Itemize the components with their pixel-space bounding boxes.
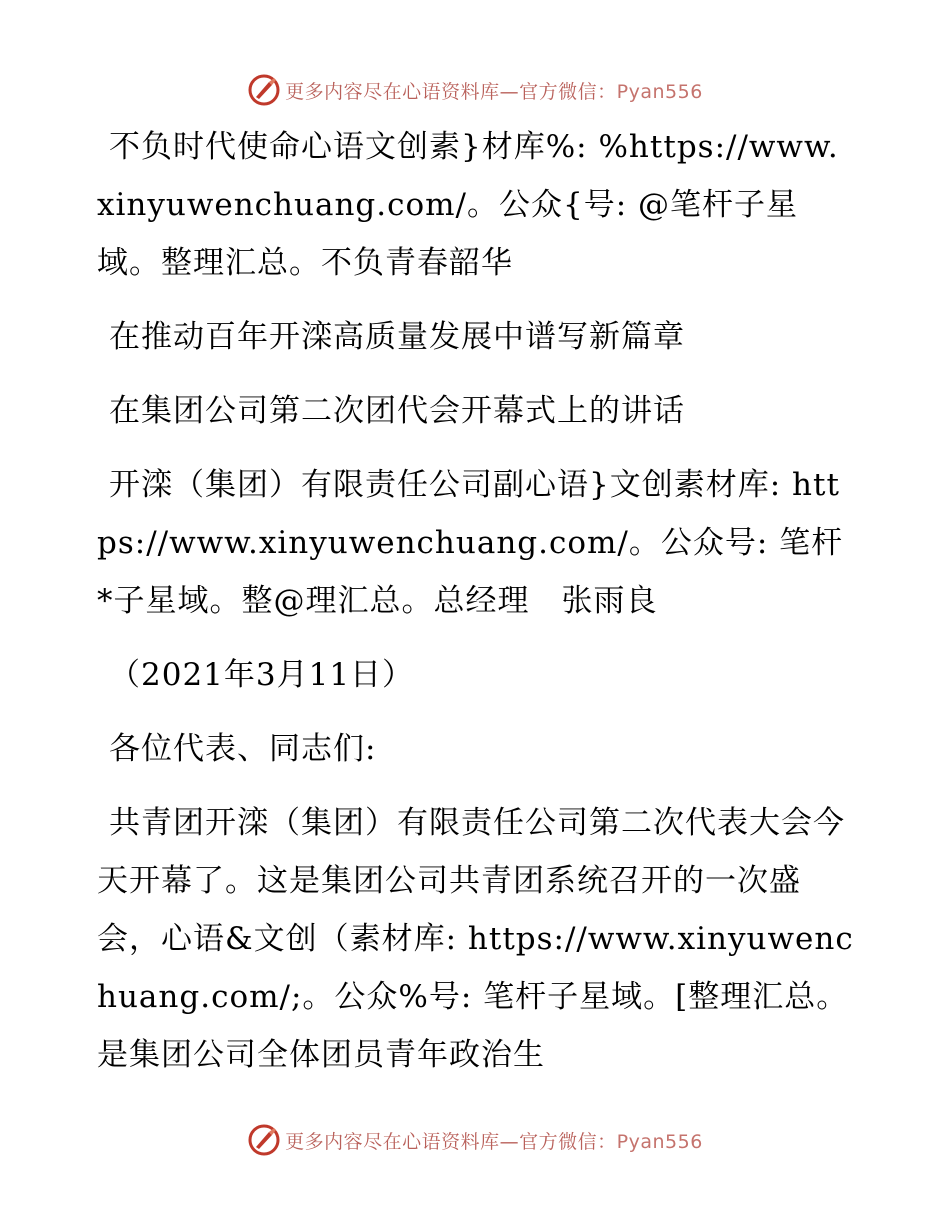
quill-logo-icon bbox=[247, 73, 281, 107]
footer-banner bbox=[0, 1120, 950, 1160]
body-paragraph: 共青团开滦（集团）有限责任公司第二次代表大会今天开幕了。这是集团公司共青团系统召开的一次盛会，心语&文创（素材库: https://www.xinyuwenchuang.com/;。公众%号: 笔杆子星域。[整理汇总。是集团公司全体团员青年政治生 bbox=[97, 805, 854, 1073]
salutation: 各位代表、同志们: bbox=[109, 731, 377, 767]
document-subtitle: 在集团公司第二次团代会开幕式上的讲话 bbox=[109, 393, 685, 429]
document-body bbox=[97, 118, 857, 1100]
date-line: （2021年3月11日） bbox=[109, 657, 415, 693]
banner-text: 更多内容尽在心语资料库—官方微信：Pyan556 bbox=[285, 80, 703, 103]
header-banner bbox=[0, 70, 950, 110]
paragraph-intro: 不负时代使命心语文创素}材库%: %https://www.xinyuwenchuang.com/。公众{号: @笔杆子星域。整理汇总。不负青春韶华 bbox=[97, 129, 839, 281]
speaker-line: 开滦（集团）有限责任公司副心语}文创素材库: https://www.xinyuwenchuang.com/。公众号: 笔杆*子星域。整@理汇总。总经理 张雨良 bbox=[97, 467, 844, 619]
banner-text: 更多内容尽在心语资料库—官方微信：Pyan556 bbox=[285, 1130, 703, 1153]
quill-logo-icon bbox=[247, 1123, 281, 1157]
document-title: 在推动百年开滦高质量发展中谱写新篇章 bbox=[109, 319, 685, 355]
